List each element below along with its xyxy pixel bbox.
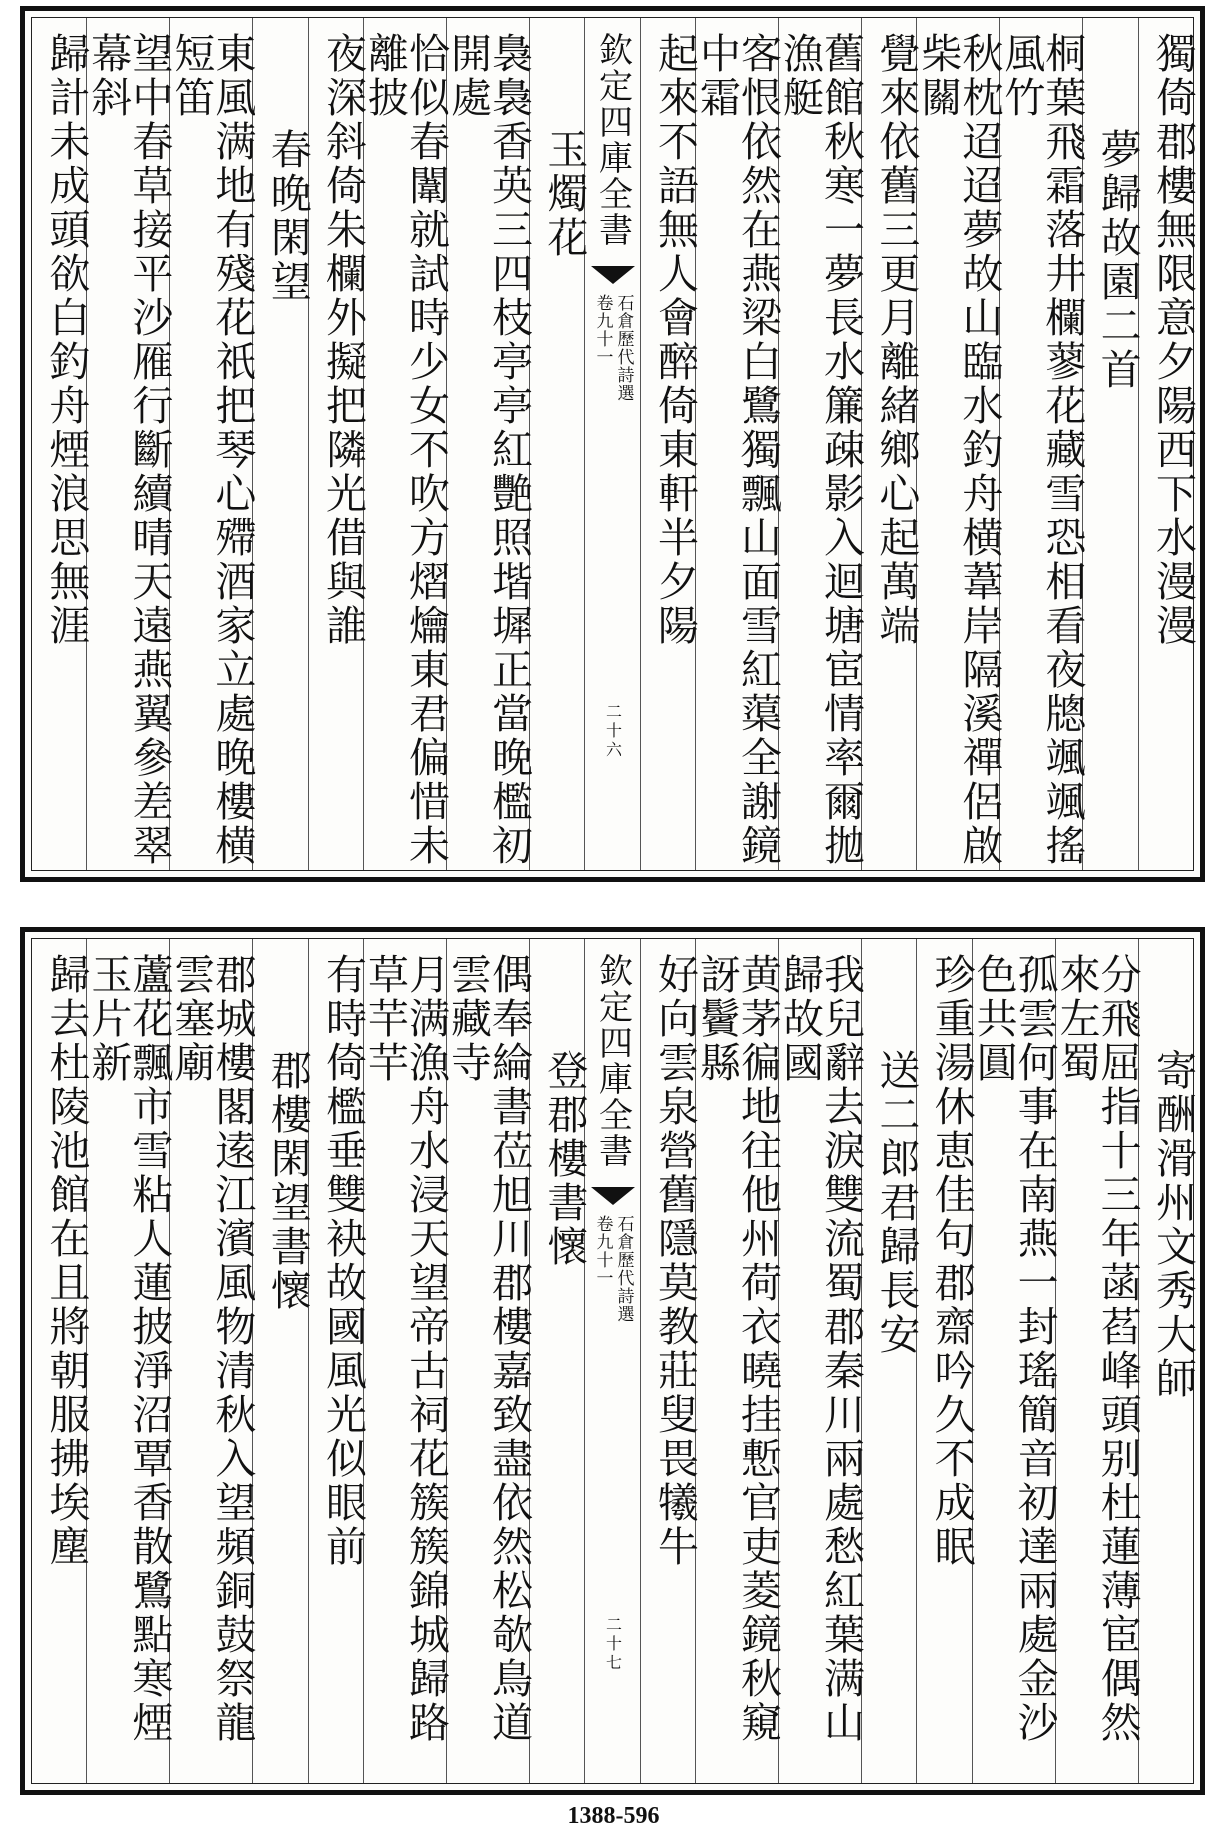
- page-upper: [20, 6, 1205, 882]
- text-column: [361, 939, 451, 1783]
- verse-line: 桐葉飛霜落井欄蓼花藏雪恐相看夜牕颯颯搖風竹: [997, 32, 1087, 868]
- volume-info: [594, 1215, 632, 1323]
- text-column: [1052, 939, 1142, 1783]
- poem-title-column: [861, 939, 921, 1783]
- text-column: [84, 18, 174, 870]
- verse-line: 孤雲何事在南燕一封瑤簡音初達兩處金沙色共圓: [969, 953, 1059, 1745]
- verse-line: 月满漁舟水浸天望帝古祠花簇簇錦城歸路草芉芉: [361, 953, 451, 1745]
- verse-line: 黄茅徧地往他州荷衣曉挂慙官吏菱鏡秋窺訝鬢縣: [693, 953, 783, 1745]
- poem-title: 玉燭花: [540, 128, 589, 260]
- poem-title-column: [252, 18, 312, 870]
- verse-line: 歸計未成頭欲白釣舟煙浪思無涯: [42, 32, 91, 648]
- page-lower: [20, 927, 1205, 1795]
- verse-line: 獨倚郡樓無限意夕陽西下水漫漫: [1149, 32, 1197, 648]
- poem-title: 郡樓閑望書懷: [263, 1049, 312, 1313]
- page-frame: [31, 17, 1197, 871]
- poem-title: 夢歸故園二首: [1093, 128, 1142, 392]
- text-column: [693, 18, 783, 870]
- text-columns: [32, 939, 1197, 1783]
- text-column: [640, 939, 700, 1783]
- center-fold-column: [584, 939, 639, 1783]
- text-column: [167, 939, 257, 1783]
- verse-line: 偶奉綸書莅旭川郡樓嘉致盡依然松欹鳥道雲藏寺: [444, 953, 534, 1745]
- volume-number: 卷九十一: [592, 1215, 613, 1287]
- verse-line: 珍重湯休恵佳句郡齋吟久不成眠: [927, 953, 976, 1569]
- text-column: [776, 939, 866, 1783]
- leaf-number: 二十六: [603, 703, 623, 760]
- text-column: [308, 939, 368, 1783]
- text-column: [167, 18, 257, 870]
- poem-title: 登郡樓書懷: [540, 1049, 589, 1269]
- verse-line: 舊館秋寒一夢長水簾疎影入迴塘宦情率爾拋漁艇: [776, 32, 866, 868]
- text-column: [32, 18, 91, 870]
- poem-title: 寄酬滑州文秀大師: [1149, 1049, 1197, 1401]
- text-column: [916, 939, 976, 1783]
- poem-title-column: [529, 939, 589, 1783]
- leaf-number: 二十七: [603, 1616, 623, 1673]
- text-column: [914, 18, 1004, 870]
- verse-line: 恰似春闈就試時少女不吹方熠爚東君偏惜未離披: [361, 32, 451, 868]
- text-column: [444, 18, 534, 870]
- verse-line: 歸去杜陵池館在且將朝服拂埃塵: [42, 953, 91, 1569]
- book-title: 欽定四庫全書: [592, 953, 633, 1169]
- poem-title-column: [529, 18, 589, 870]
- center-fold-column: [584, 18, 639, 870]
- text-column: [361, 18, 451, 870]
- fish-tail-mark-icon: [591, 1187, 635, 1205]
- text-column: [444, 939, 534, 1783]
- poem-title-column: [1082, 18, 1142, 870]
- text-column: [861, 18, 921, 870]
- verse-line: 分飛屈指十三年菡萏峰頭别杜蓮薄宦偶然來左蜀: [1052, 953, 1142, 1745]
- verse-line: 起來不語無人會醉倚東軒半夕陽: [651, 32, 700, 648]
- verse-line: 秋枕迢迢夢故山臨水釣舟横葦岸隔溪禪侶啟柴關: [914, 32, 1004, 868]
- poem-title: 春晚閑望: [263, 128, 312, 304]
- text-column: [32, 939, 91, 1783]
- verse-line: 好向雲泉營舊隱莫教莊叟畏犧牛: [651, 953, 700, 1569]
- collection-title: 石倉歷代詩選: [613, 294, 634, 402]
- text-column: [1138, 18, 1197, 870]
- verse-line: 蘆花飄市雪粘人蓮披淨沼覃香散鷺點寒煙玉片新: [84, 953, 174, 1745]
- verse-line: 東風满地有殘花祇把琴心殢酒家立處晚樓横短笛: [167, 32, 257, 868]
- text-column: [84, 939, 174, 1783]
- text-column: [640, 18, 700, 870]
- text-column: [776, 18, 866, 870]
- text-column: [969, 939, 1059, 1783]
- page-frame: [31, 938, 1197, 1784]
- fish-tail-mark-icon: [591, 266, 635, 284]
- verse-line: 望中春草接平沙雁行斷續晴天遠燕翼參差翠幕斜: [84, 32, 174, 868]
- poem-title: 送二郎君歸長安: [872, 1049, 921, 1357]
- volume-info: [594, 294, 632, 402]
- verse-line: 夜深斜倚朱欄外擬把隣光借與誰: [319, 32, 368, 648]
- verse-line: 我兒辭去淚雙流蜀郡秦川兩處愁紅葉满山歸故國: [776, 953, 866, 1745]
- verse-line: 郡城樓閣逺江濱風物清秋入望頻銅鼓祭龍雲塞廟: [167, 953, 257, 1745]
- volume-number: 卷九十一: [592, 294, 613, 366]
- text-column: [997, 18, 1087, 870]
- collection-title: 石倉歷代詩選: [613, 1215, 634, 1323]
- poem-title-column: [252, 939, 312, 1783]
- text-column: [308, 18, 368, 870]
- text-column: [693, 939, 783, 1783]
- verse-line: 覺來依舊三更月離緒鄉心起萬端: [872, 32, 921, 648]
- poem-title-column: [1138, 939, 1197, 1783]
- verse-line: 客恨依然在燕梁白鷺獨飄山面雪紅蕖全謝鏡中霜: [693, 32, 783, 868]
- page-footer-number: 1388-596: [567, 1803, 660, 1829]
- book-title: 欽定四庫全書: [592, 32, 633, 248]
- verse-line: 有時倚檻垂雙袂故國風光似眼前: [319, 953, 368, 1569]
- verse-line: 裊裊香英三四枝亭亭紅艷照堦墀正當晚檻初開處: [444, 32, 534, 868]
- text-columns: [32, 18, 1197, 870]
